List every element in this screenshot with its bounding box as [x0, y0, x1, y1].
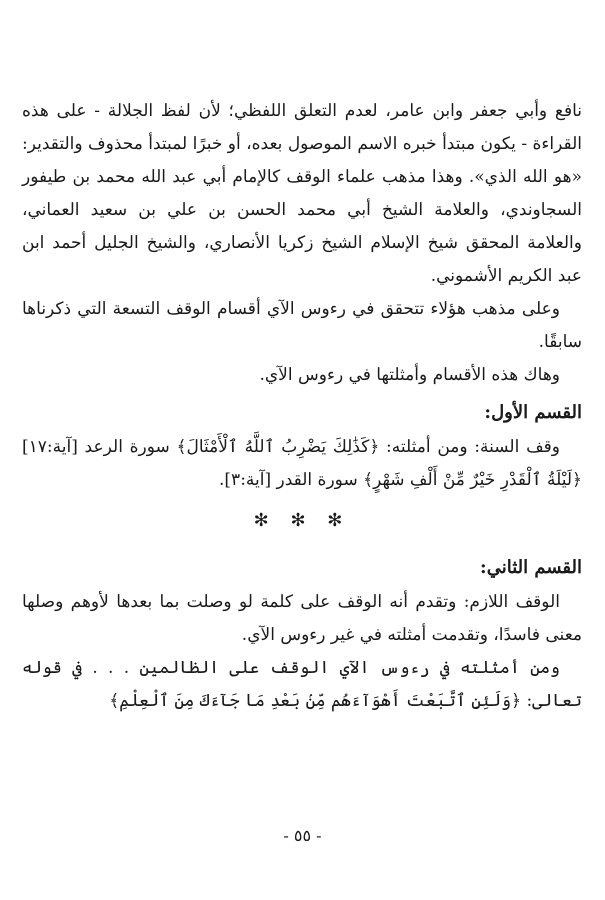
- section-heading-second: القسم الثاني:: [480, 557, 582, 578]
- paragraph-3: وهاك هذه الأقسام وأمثلتها في رءوس الآي.: [259, 365, 560, 385]
- section-heading-first: القسم الأول:: [484, 402, 582, 423]
- paragraph-1: نافع وأبي جعفر وابن عامر، لعدم التعلق اللفظي؛ لأن لفظ الجلالة - على هذه القراءة - يكون مبتدأ خبره الاسم الموصول بعده، أو خبرًا لمبتدأ محذوف والتقدير: «هو الله الذي». وهذا مذهب علماء الوقف كالإمام أبي عبد الله محمد بن طيفور السجاوندي، والعلامة الشيخ أبي محمد الحسن بن علي بن سعيد العماني، والعلامة المحقق شيخ الإسلام الشيخ زكريا الأنصاري، والشيخ الجليل أحمد ابن عبد الكريم الأشموني.: [22, 101, 582, 286]
- paragraph-4: وقف السنة: ومن أمثلته: ﴿كَذَٰلِكَ يَضْرِبُ ٱللَّهُ ٱلْأَمْثَالَ﴾ سورة الرعد [آية:١٧] ﴿لَيْلَةُ ٱلْقَدْرِ خَيْرٌ مِّنْ أَلْفِ شَهْرٍ﴾ سورة القدر [آية:٣].: [22, 437, 582, 490]
- paragraph-2: وعلى مذهب هؤلاء تتحقق في رءوس الآي أقسام الوقف التسعة التي ذكرناها سابقًا.: [22, 299, 582, 352]
- separator-stars: ✻ ✻ ✻: [253, 510, 351, 531]
- paragraph-6: ومن أمثلته في رءوس الآي الوقف على الظالمين . . . في قوله تعالى: ﴿وَلَئِنِ ٱتَّبَعْتَ أَهْوَآءَهُم مِّنۢ بَعْدِ مَا جَآءَكَ مِنَ ٱلْعِلْمِ﴾: [22, 658, 582, 711]
- paragraph-5: الوقف اللازم: وتقدم أنه الوقف على كلمة لو وصلت بما بعدها لأوهم وصلها معنى فاسدًا، وتقدمت أمثلته في غير رءوس الآي.: [22, 592, 582, 645]
- page-number: - ٥٥ -: [283, 826, 322, 845]
- page-body: [22, 95, 582, 718]
